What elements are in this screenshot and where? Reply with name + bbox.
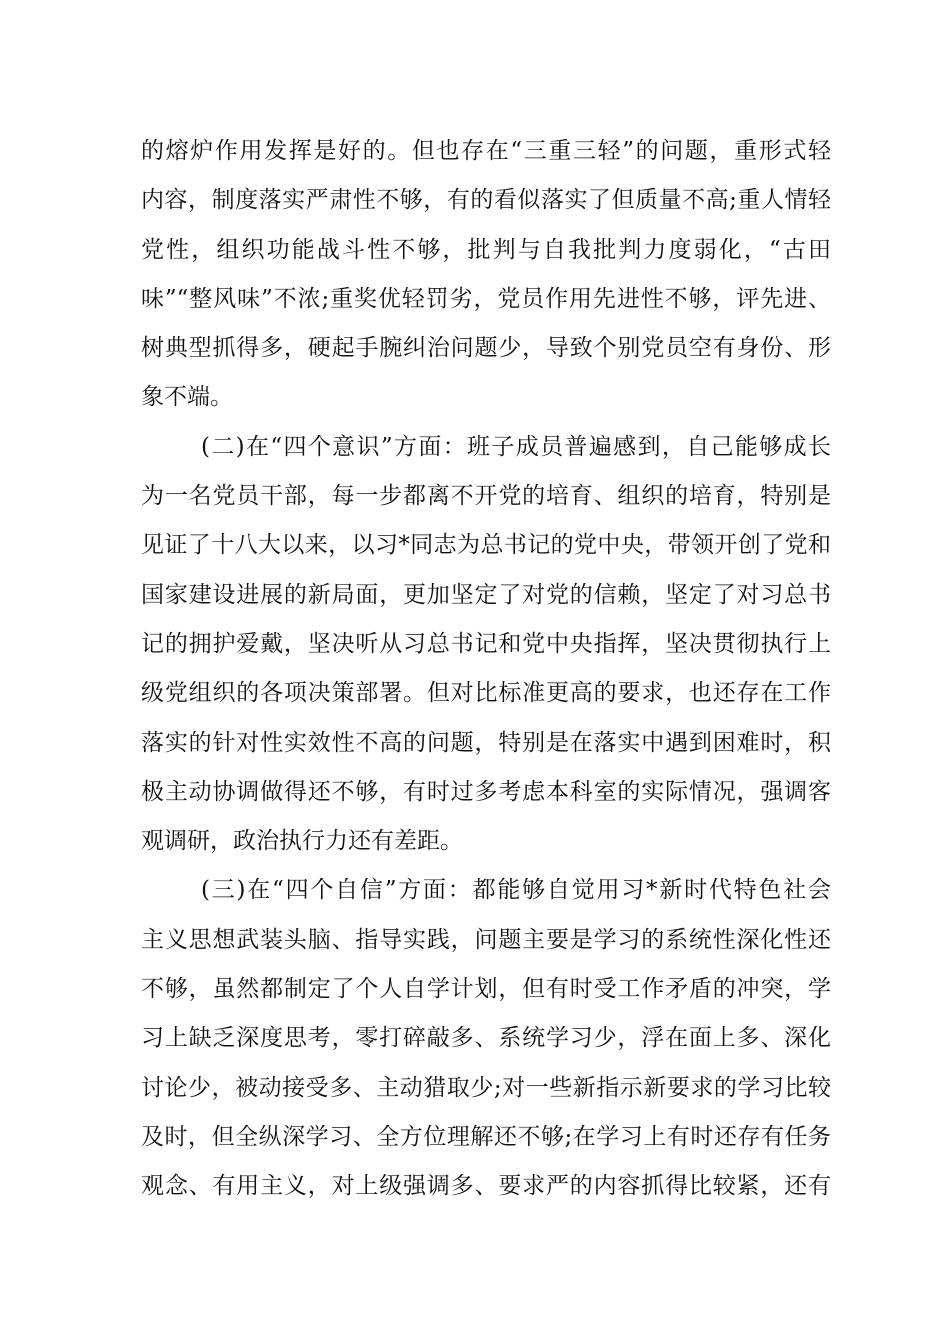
- text-line: 观念、有用主义，对上级强调多、要求严的内容抓得比较紧，还有: [141, 1173, 831, 1200]
- text-line: 观调研，政治执行力还有差距。: [141, 828, 463, 855]
- text-line: 记的拥护爱戴，坚决听从习总书记和党中央指挥，坚决贯彻执行上: [141, 630, 831, 657]
- text-line: 主义思想武装头脑、指导实践，问题主要是学习的系统性深化性还: [141, 926, 831, 953]
- text-line: 习上缺乏深度思考，零打碎敲多、系统学习少，浮在面上多、深化: [141, 1025, 831, 1052]
- text-line: 极主动协调做得还不够，有时过多考虑本科室的实际情况，强调客: [141, 778, 831, 805]
- paragraph-first-line: (二)在“四个意识”方面：班子成员普遍感到，自己能够成长: [201, 433, 831, 460]
- paragraph-first-line: (三)在“四个自信”方面：都能够自觉用习*新时代特色社会: [201, 877, 831, 904]
- body-text: [141, 127, 831, 1212]
- text-line: 味”“整风味”不浓;重奖优轻罚劣，党员作用先进性不够，评先进、: [141, 285, 831, 312]
- text-line: 的熔炉作用发挥是好的。但也存在“三重三轻”的问题，重形式轻: [141, 138, 831, 164]
- text-line: 落实的针对性实效性不高的问题，特别是在落实中遇到困难时，积: [141, 729, 831, 756]
- text-line: 内容，制度落实严肃性不够，有的看似落实了但质量不高;重人情轻: [141, 187, 831, 214]
- text-line: 不够，虽然都制定了个人自学计划，但有时受工作矛盾的冲突，学: [141, 976, 831, 1003]
- text-line: 讨论少，被动接受多、主动猎取少;对一些新指示新要求的学习比较: [141, 1074, 831, 1101]
- text-line: 级党组织的各项决策部署。但对比标准更高的要求，也还存在工作: [141, 680, 831, 707]
- text-line: 为一名党员干部，每一步都离不开党的培育、组织的培育，特别是: [141, 483, 831, 510]
- text-line: 及时，但全纵深学习、全方位理解还不够;在学习上有时还存有任务: [141, 1123, 831, 1150]
- text-line: 见证了十八大以来，以习*同志为总书记的党中央，带领开创了党和: [141, 532, 831, 559]
- text-line: 党性，组织功能战斗性不够，批判与自我批判力度弱化，“古田: [141, 236, 831, 263]
- text-line: 树典型抓得多，硬起手腕纠治问题少，导致个别党员空有身份、形: [141, 335, 831, 362]
- text-line: 国家建设进展的新局面，更加坚定了对党的信赖，坚定了对习总书: [141, 581, 831, 608]
- text-line: 象不端。: [141, 384, 233, 411]
